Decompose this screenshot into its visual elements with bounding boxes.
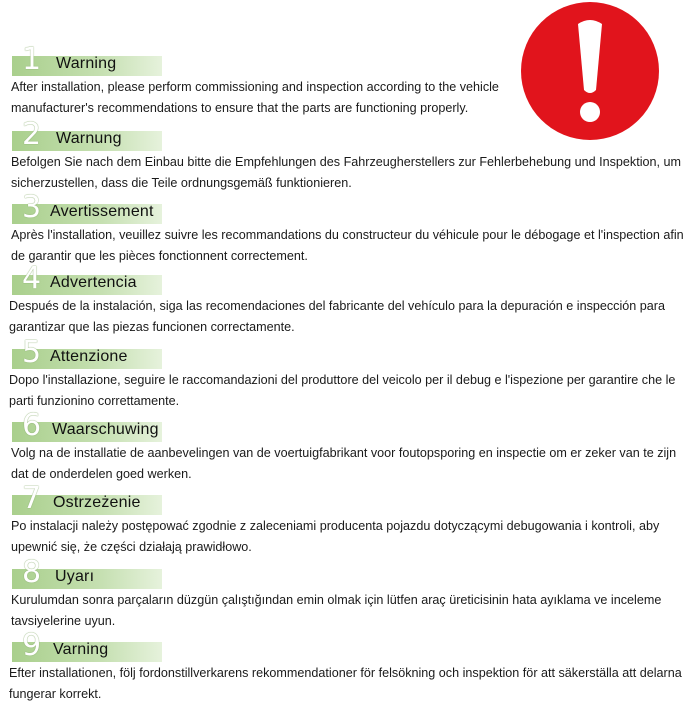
section-text: Kurulumdan sonra parçaların düzgün çalıştığından emin olmak için lütfen araç üreticisinin hata ayıklama ve inceleme tavsiyelerine uyun.: [11, 593, 662, 628]
section-header: [0, 335, 700, 370]
warning-section-nl: [0, 408, 700, 485]
section-title: Attenzione: [50, 348, 128, 365]
section-text: After installation, please perform commissioning and inspection according to the vehicle manufacturer's recommendations to ensure that the parts are functioning properly.: [11, 80, 499, 115]
section-number: 1: [22, 42, 42, 77]
warning-section-fr: [0, 190, 700, 267]
section-text: Volg na de installatie de aanbevelingen van de voertuigfabrikant voor foutopsporing en inspectie om er zeker van te zijn dat de onderdelen goed werken.: [11, 446, 677, 481]
section-header: [0, 628, 700, 663]
section-title: Warning: [56, 55, 117, 72]
section-text: Befolgen Sie nach dem Einbau bitte die Empfehlungen des Fahrzeugherstellers zur Fehlerbehebung und Inspektion, um sicherzustellen, dass die Teile ordnungsgemäß funktionieren.: [11, 155, 681, 190]
section-header: [0, 261, 700, 296]
section-text: Après l'installation, veuillez suivre les recommandations du constructeur du véhicule pour le débogage et l'inspection afin de garantir que les pièces fonctionnent correctement.: [11, 228, 684, 263]
section-header: [0, 408, 700, 443]
section-number: 6: [22, 408, 42, 443]
section-title: Uyarı: [55, 568, 95, 585]
section-text: Dopo l'installazione, seguire le raccomandazioni del produttore del veicolo per il debug e l'ispezione per garantire che le parti funzionino correttamente.: [9, 373, 676, 408]
section-header: [0, 481, 700, 516]
warning-section-sv: [0, 628, 700, 705]
section-text: Po instalacji należy postępować zgodnie z zaleceniami producenta pojazdu dotyczącymi debugowania i kontroli, aby upewnić się, że części działają prawidłowo.: [11, 519, 660, 554]
warning-section-pl: [0, 481, 700, 558]
warning-section-es: [0, 261, 700, 338]
section-title: Varning: [53, 641, 109, 658]
section-number: 5: [22, 335, 42, 370]
warning-section-tr: [0, 555, 700, 632]
warning-section-en: [0, 42, 700, 119]
section-number: 9: [22, 628, 42, 663]
section-title: Warnung: [56, 130, 122, 147]
section-title: Ostrzeżenie: [53, 494, 141, 511]
section-text: Después de la instalación, siga las recomendaciones del fabricante del vehículo para la depuración e inspección para garantizar que las piezas funcionen correctamente.: [9, 299, 665, 334]
section-title: Avertissement: [50, 203, 154, 220]
section-header: [0, 117, 700, 152]
section-number: 2: [22, 117, 42, 152]
section-number: 7: [22, 481, 42, 516]
section-header: [0, 190, 700, 225]
warning-section-it: [0, 335, 700, 412]
section-header: [0, 42, 700, 77]
section-number: 4: [22, 261, 42, 296]
warning-section-de: [0, 117, 700, 194]
section-text: Efter installationen, följ fordonstillverkarens rekommendationer för felsökning och inspektion för att säkerställa att delarna fungerar korrekt.: [9, 666, 682, 701]
section-number: 3: [22, 190, 42, 225]
section-header: [0, 555, 700, 590]
section-title: Waarschuwing: [52, 421, 159, 438]
section-title: Advertencia: [50, 274, 137, 291]
section-number: 8: [22, 555, 42, 590]
